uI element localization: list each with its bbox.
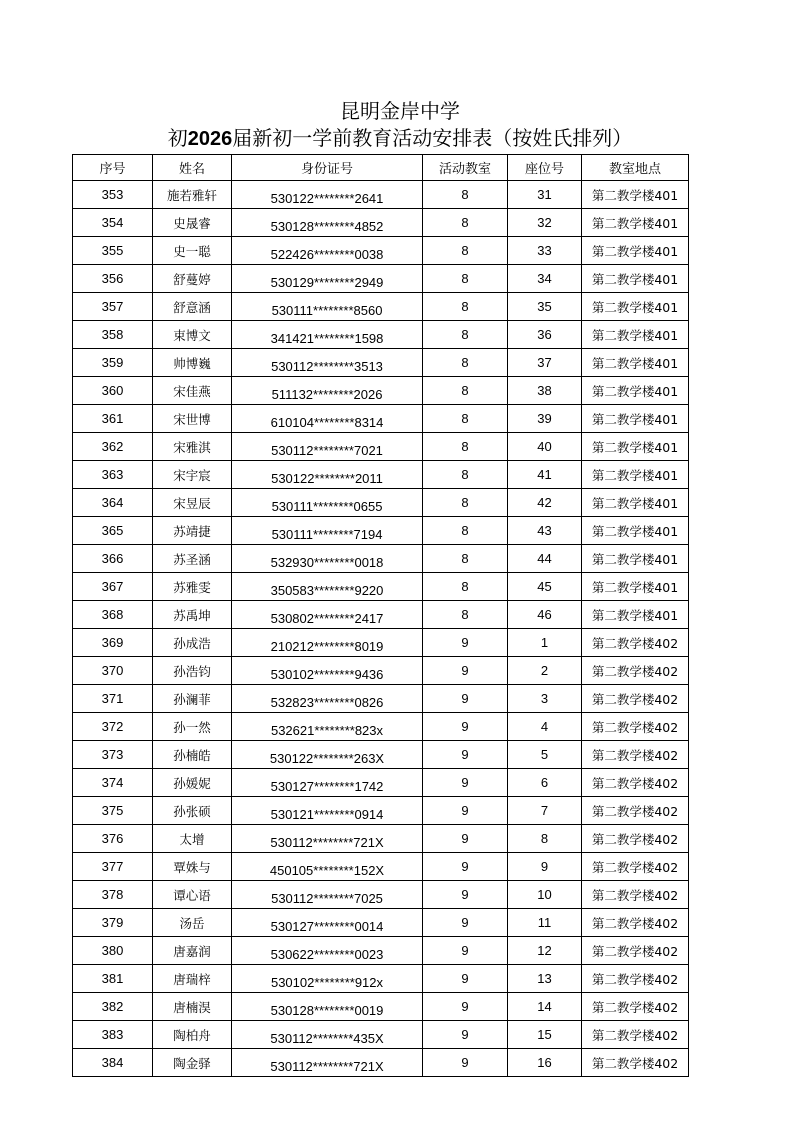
name-cell: 唐楠淏 bbox=[153, 993, 232, 1021]
name-cell: 陶金驿 bbox=[153, 1049, 232, 1077]
name-cell: 孙澜菲 bbox=[153, 685, 232, 713]
seat-cell: 5 bbox=[508, 741, 582, 769]
name-cell: 舒蔓婷 bbox=[153, 265, 232, 293]
seat-cell: 7 bbox=[508, 797, 582, 825]
seat-cell: 44 bbox=[508, 545, 582, 573]
seq-cell: 375 bbox=[73, 797, 153, 825]
name-cell: 孙张硕 bbox=[153, 797, 232, 825]
table-row bbox=[73, 629, 689, 657]
room-cell: 8 bbox=[423, 405, 508, 433]
seq-cell: 370 bbox=[73, 657, 153, 685]
table-row bbox=[73, 237, 689, 265]
location-cell: 第二教学楼401 bbox=[582, 601, 689, 629]
seat-cell: 41 bbox=[508, 461, 582, 489]
table-row bbox=[73, 545, 689, 573]
room-cell: 8 bbox=[423, 461, 508, 489]
seat-cell: 13 bbox=[508, 965, 582, 993]
location-cell: 第二教学楼402 bbox=[582, 629, 689, 657]
seq-cell: 369 bbox=[73, 629, 153, 657]
seq-cell: 373 bbox=[73, 741, 153, 769]
room-cell: 9 bbox=[423, 741, 508, 769]
room-cell: 9 bbox=[423, 713, 508, 741]
location-cell: 第二教学楼401 bbox=[582, 405, 689, 433]
id-cell: 530128********0019 bbox=[232, 993, 423, 1021]
name-cell: 谭心语 bbox=[153, 881, 232, 909]
seq-cell: 356 bbox=[73, 265, 153, 293]
seq-cell: 376 bbox=[73, 825, 153, 853]
name-cell: 唐瑞梓 bbox=[153, 965, 232, 993]
id-cell: 530122********263X bbox=[232, 741, 423, 769]
schedule-table bbox=[72, 154, 689, 1077]
id-cell: 530802********2417 bbox=[232, 601, 423, 629]
name-cell: 苏靖捷 bbox=[153, 517, 232, 545]
seat-cell: 11 bbox=[508, 909, 582, 937]
header-id: 身份证号 bbox=[232, 155, 423, 181]
table-row bbox=[73, 321, 689, 349]
id-cell: 530122********2641 bbox=[232, 181, 423, 209]
seq-cell: 355 bbox=[73, 237, 153, 265]
id-cell: 530102********912x bbox=[232, 965, 423, 993]
seat-cell: 40 bbox=[508, 433, 582, 461]
seat-cell: 31 bbox=[508, 181, 582, 209]
table-row bbox=[73, 265, 689, 293]
room-cell: 9 bbox=[423, 629, 508, 657]
location-cell: 第二教学楼401 bbox=[582, 545, 689, 573]
header-seat: 座位号 bbox=[508, 155, 582, 181]
name-cell: 舒意涵 bbox=[153, 293, 232, 321]
table-row bbox=[73, 909, 689, 937]
name-cell: 束博文 bbox=[153, 321, 232, 349]
name-cell: 孙成浩 bbox=[153, 629, 232, 657]
seat-cell: 42 bbox=[508, 489, 582, 517]
location-cell: 第二教学楼401 bbox=[582, 209, 689, 237]
seq-cell: 357 bbox=[73, 293, 153, 321]
room-cell: 8 bbox=[423, 517, 508, 545]
location-cell: 第二教学楼402 bbox=[582, 685, 689, 713]
location-cell: 第二教学楼401 bbox=[582, 237, 689, 265]
table-row bbox=[73, 573, 689, 601]
name-cell: 孙媛妮 bbox=[153, 769, 232, 797]
location-cell: 第二教学楼402 bbox=[582, 825, 689, 853]
seat-cell: 46 bbox=[508, 601, 582, 629]
name-cell: 史一聪 bbox=[153, 237, 232, 265]
table-row bbox=[73, 1021, 689, 1049]
id-cell: 532621********823x bbox=[232, 713, 423, 741]
room-cell: 8 bbox=[423, 265, 508, 293]
seat-cell: 35 bbox=[508, 293, 582, 321]
id-cell: 530112********721X bbox=[232, 825, 423, 853]
location-cell: 第二教学楼402 bbox=[582, 937, 689, 965]
name-cell: 苏雅雯 bbox=[153, 573, 232, 601]
table-row bbox=[73, 937, 689, 965]
room-cell: 9 bbox=[423, 1049, 508, 1077]
seq-cell: 368 bbox=[73, 601, 153, 629]
seq-cell: 354 bbox=[73, 209, 153, 237]
room-cell: 8 bbox=[423, 377, 508, 405]
location-cell: 第二教学楼401 bbox=[582, 461, 689, 489]
seq-cell: 358 bbox=[73, 321, 153, 349]
room-cell: 8 bbox=[423, 601, 508, 629]
title-suffix: 届新初一学前教育活动安排表（按姓氏排列） bbox=[232, 126, 633, 150]
location-cell: 第二教学楼401 bbox=[582, 517, 689, 545]
seat-cell: 15 bbox=[508, 1021, 582, 1049]
id-cell: 530622********0023 bbox=[232, 937, 423, 965]
id-cell: 511132********2026 bbox=[232, 377, 423, 405]
room-cell: 8 bbox=[423, 349, 508, 377]
room-cell: 8 bbox=[423, 293, 508, 321]
id-cell: 522426********0038 bbox=[232, 237, 423, 265]
room-cell: 9 bbox=[423, 993, 508, 1021]
name-cell: 施若雅轩 bbox=[153, 181, 232, 209]
room-cell: 8 bbox=[423, 321, 508, 349]
location-cell: 第二教学楼402 bbox=[582, 1049, 689, 1077]
id-cell: 530112********7025 bbox=[232, 881, 423, 909]
header-room: 活动教室 bbox=[423, 155, 508, 181]
location-cell: 第二教学楼402 bbox=[582, 965, 689, 993]
table-row bbox=[73, 1049, 689, 1077]
id-cell: 450105********152X bbox=[232, 853, 423, 881]
room-cell: 8 bbox=[423, 181, 508, 209]
seq-cell: 381 bbox=[73, 965, 153, 993]
table-row bbox=[73, 489, 689, 517]
id-cell: 530111********8560 bbox=[232, 293, 423, 321]
name-cell: 宋佳燕 bbox=[153, 377, 232, 405]
seq-cell: 360 bbox=[73, 377, 153, 405]
table-row bbox=[73, 797, 689, 825]
school-name: 昆明金岸中学 bbox=[340, 99, 460, 123]
id-cell: 530129********2949 bbox=[232, 265, 423, 293]
name-cell: 孙浩钧 bbox=[153, 657, 232, 685]
name-cell: 汤岳 bbox=[153, 909, 232, 937]
name-cell: 覃姝与 bbox=[153, 853, 232, 881]
seq-cell: 377 bbox=[73, 853, 153, 881]
seat-cell: 6 bbox=[508, 769, 582, 797]
id-cell: 530102********9436 bbox=[232, 657, 423, 685]
location-cell: 第二教学楼402 bbox=[582, 909, 689, 937]
id-cell: 341421********1598 bbox=[232, 321, 423, 349]
table-row bbox=[73, 405, 689, 433]
seat-cell: 14 bbox=[508, 993, 582, 1021]
name-cell: 唐嘉润 bbox=[153, 937, 232, 965]
location-cell: 第二教学楼401 bbox=[582, 433, 689, 461]
table-row bbox=[73, 769, 689, 797]
location-cell: 第二教学楼402 bbox=[582, 797, 689, 825]
seq-cell: 365 bbox=[73, 517, 153, 545]
location-cell: 第二教学楼402 bbox=[582, 741, 689, 769]
location-cell: 第二教学楼401 bbox=[582, 573, 689, 601]
table-row bbox=[73, 993, 689, 1021]
table-row bbox=[73, 601, 689, 629]
seq-cell: 363 bbox=[73, 461, 153, 489]
room-cell: 9 bbox=[423, 657, 508, 685]
id-cell: 530122********2011 bbox=[232, 461, 423, 489]
name-cell: 孙楠皓 bbox=[153, 741, 232, 769]
title-year: 2026 bbox=[187, 128, 233, 150]
location-cell: 第二教学楼401 bbox=[582, 349, 689, 377]
seat-cell: 45 bbox=[508, 573, 582, 601]
seq-cell: 361 bbox=[73, 405, 153, 433]
seat-cell: 38 bbox=[508, 377, 582, 405]
table-row bbox=[73, 853, 689, 881]
seq-cell: 367 bbox=[73, 573, 153, 601]
seq-cell: 362 bbox=[73, 433, 153, 461]
seat-cell: 2 bbox=[508, 657, 582, 685]
name-cell: 史晟睿 bbox=[153, 209, 232, 237]
seat-cell: 34 bbox=[508, 265, 582, 293]
seat-cell: 32 bbox=[508, 209, 582, 237]
name-cell: 陶柏舟 bbox=[153, 1021, 232, 1049]
seq-cell: 371 bbox=[73, 685, 153, 713]
header-name: 姓名 bbox=[153, 155, 232, 181]
location-cell: 第二教学楼401 bbox=[582, 377, 689, 405]
header-seq: 序号 bbox=[73, 155, 153, 181]
room-cell: 8 bbox=[423, 209, 508, 237]
name-cell: 宋世博 bbox=[153, 405, 232, 433]
seq-cell: 372 bbox=[73, 713, 153, 741]
id-cell: 530112********3513 bbox=[232, 349, 423, 377]
name-cell: 帅博巍 bbox=[153, 349, 232, 377]
seq-cell: 379 bbox=[73, 909, 153, 937]
seq-cell: 364 bbox=[73, 489, 153, 517]
id-cell: 530127********0014 bbox=[232, 909, 423, 937]
seq-cell: 378 bbox=[73, 881, 153, 909]
id-cell: 530128********4852 bbox=[232, 209, 423, 237]
seat-cell: 37 bbox=[508, 349, 582, 377]
room-cell: 9 bbox=[423, 881, 508, 909]
location-cell: 第二教学楼401 bbox=[582, 181, 689, 209]
room-cell: 8 bbox=[423, 573, 508, 601]
document-title bbox=[0, 124, 800, 153]
seq-cell: 359 bbox=[73, 349, 153, 377]
id-cell: 530112********721X bbox=[232, 1049, 423, 1077]
room-cell: 9 bbox=[423, 825, 508, 853]
id-cell: 530112********435X bbox=[232, 1021, 423, 1049]
table-row bbox=[73, 657, 689, 685]
location-cell: 第二教学楼401 bbox=[582, 293, 689, 321]
seq-cell: 353 bbox=[73, 181, 153, 209]
location-cell: 第二教学楼401 bbox=[582, 321, 689, 349]
table-row bbox=[73, 293, 689, 321]
table-row bbox=[73, 517, 689, 545]
seat-cell: 33 bbox=[508, 237, 582, 265]
seq-cell: 384 bbox=[73, 1049, 153, 1077]
seat-cell: 8 bbox=[508, 825, 582, 853]
room-cell: 8 bbox=[423, 545, 508, 573]
table-row bbox=[73, 965, 689, 993]
name-cell: 孙一然 bbox=[153, 713, 232, 741]
seat-cell: 36 bbox=[508, 321, 582, 349]
seat-cell: 3 bbox=[508, 685, 582, 713]
seat-cell: 12 bbox=[508, 937, 582, 965]
header-location: 教室地点 bbox=[582, 155, 689, 181]
location-cell: 第二教学楼402 bbox=[582, 993, 689, 1021]
table-row bbox=[73, 209, 689, 237]
seq-cell: 374 bbox=[73, 769, 153, 797]
id-cell: 350583********9220 bbox=[232, 573, 423, 601]
location-cell: 第二教学楼402 bbox=[582, 1021, 689, 1049]
location-cell: 第二教学楼402 bbox=[582, 657, 689, 685]
seq-cell: 382 bbox=[73, 993, 153, 1021]
name-cell: 太增 bbox=[153, 825, 232, 853]
table-row bbox=[73, 825, 689, 853]
table-row bbox=[73, 713, 689, 741]
table-body bbox=[73, 181, 689, 1077]
room-cell: 9 bbox=[423, 909, 508, 937]
id-cell: 530121********0914 bbox=[232, 797, 423, 825]
seat-cell: 16 bbox=[508, 1049, 582, 1077]
table-row bbox=[73, 881, 689, 909]
seat-cell: 4 bbox=[508, 713, 582, 741]
room-cell: 8 bbox=[423, 433, 508, 461]
seq-cell: 366 bbox=[73, 545, 153, 573]
location-cell: 第二教学楼401 bbox=[582, 489, 689, 517]
id-cell: 210212********8019 bbox=[232, 629, 423, 657]
seat-cell: 9 bbox=[508, 853, 582, 881]
location-cell: 第二教学楼402 bbox=[582, 769, 689, 797]
location-cell: 第二教学楼402 bbox=[582, 853, 689, 881]
seq-cell: 383 bbox=[73, 1021, 153, 1049]
seat-cell: 39 bbox=[508, 405, 582, 433]
room-cell: 9 bbox=[423, 965, 508, 993]
header-row bbox=[73, 155, 689, 181]
name-cell: 宋宇宸 bbox=[153, 461, 232, 489]
table-row bbox=[73, 433, 689, 461]
room-cell: 9 bbox=[423, 937, 508, 965]
room-cell: 8 bbox=[423, 237, 508, 265]
location-cell: 第二教学楼402 bbox=[582, 881, 689, 909]
room-cell: 8 bbox=[423, 489, 508, 517]
id-cell: 530111********7194 bbox=[232, 517, 423, 545]
title-prefix: 初 bbox=[167, 126, 188, 150]
seq-cell: 380 bbox=[73, 937, 153, 965]
table-row bbox=[73, 461, 689, 489]
location-cell: 第二教学楼402 bbox=[582, 713, 689, 741]
room-cell: 9 bbox=[423, 769, 508, 797]
table-row bbox=[73, 685, 689, 713]
room-cell: 9 bbox=[423, 685, 508, 713]
id-cell: 530127********1742 bbox=[232, 769, 423, 797]
name-cell: 苏禹坤 bbox=[153, 601, 232, 629]
id-cell: 532823********0826 bbox=[232, 685, 423, 713]
id-cell: 530112********7021 bbox=[232, 433, 423, 461]
id-cell: 532930********0018 bbox=[232, 545, 423, 573]
id-cell: 610104********8314 bbox=[232, 405, 423, 433]
seat-cell: 1 bbox=[508, 629, 582, 657]
table-row bbox=[73, 181, 689, 209]
seat-cell: 43 bbox=[508, 517, 582, 545]
table-row bbox=[73, 377, 689, 405]
table-row bbox=[73, 741, 689, 769]
seat-cell: 10 bbox=[508, 881, 582, 909]
table-row bbox=[73, 349, 689, 377]
name-cell: 宋雅淇 bbox=[153, 433, 232, 461]
name-cell: 苏圣涵 bbox=[153, 545, 232, 573]
id-cell: 530111********0655 bbox=[232, 489, 423, 517]
room-cell: 9 bbox=[423, 853, 508, 881]
location-cell: 第二教学楼401 bbox=[582, 265, 689, 293]
name-cell: 宋昱辰 bbox=[153, 489, 232, 517]
room-cell: 9 bbox=[423, 797, 508, 825]
room-cell: 9 bbox=[423, 1021, 508, 1049]
